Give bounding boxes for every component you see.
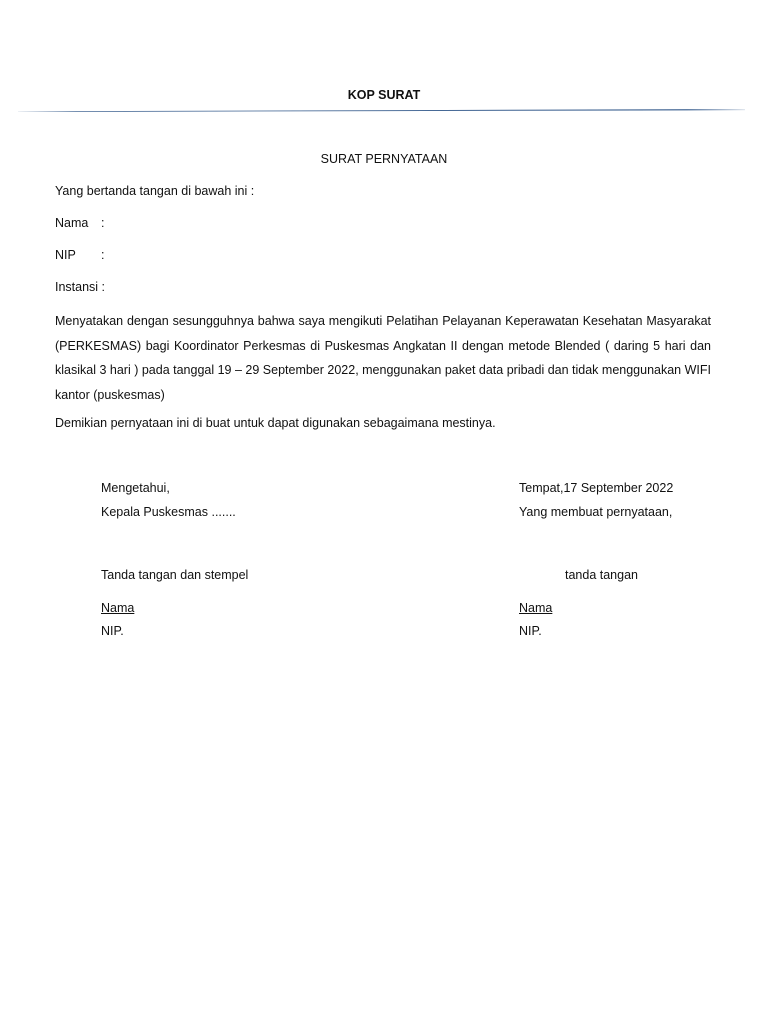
letterhead-title: KOP SURAT xyxy=(347,88,421,102)
right-signature-line1: Tempat,17 September 2022 xyxy=(519,481,674,495)
nip-colon: : xyxy=(101,248,105,262)
nama-label: Nama xyxy=(55,216,89,230)
left-signature-note: Tanda tangan dan stempel xyxy=(101,568,249,582)
document-title: SURAT PERNYATAAN xyxy=(320,152,448,166)
instansi-label: Instansi : xyxy=(55,280,106,294)
statement-paragraph: Menyatakan dengan sesungguhnya bahwa saya mengikuti Pelatihan Pelayanan Keperawatan Kesehatan Masyarakat (PERKESMAS) bagi Koordinator Perkesmas di Puskesmas Angkatan II dengan metode Blended ( daring 5 hari dan klasikal 3 hari ) pada tanggal 19 – 29 September 2022, menggunakan paket data pribadi dan tidak menggunakan WIFI kantor (puskesmas) xyxy=(55,314,711,402)
right-signature-note: tanda tangan xyxy=(565,568,638,582)
left-signature-nip: NIP. xyxy=(101,624,124,638)
closing-paragraph: Demikian pernyataan ini di buat untuk dapat digunakan sebagaimana mestinya. xyxy=(55,416,496,430)
left-signature-line1: Mengetahui, xyxy=(101,481,170,495)
nip-label: NIP xyxy=(55,248,76,262)
right-signature-nip: NIP. xyxy=(519,624,542,638)
left-signature-name: Nama xyxy=(101,601,135,615)
left-signature-line2: Kepala Puskesmas ....... xyxy=(101,505,236,519)
intro-text: Yang bertanda tangan di bawah ini : xyxy=(55,184,255,198)
right-signature-name: Nama xyxy=(519,601,553,615)
letterhead-rule xyxy=(18,109,745,112)
nama-colon: : xyxy=(101,216,105,230)
right-signature-line2: Yang membuat pernyataan, xyxy=(519,505,673,519)
